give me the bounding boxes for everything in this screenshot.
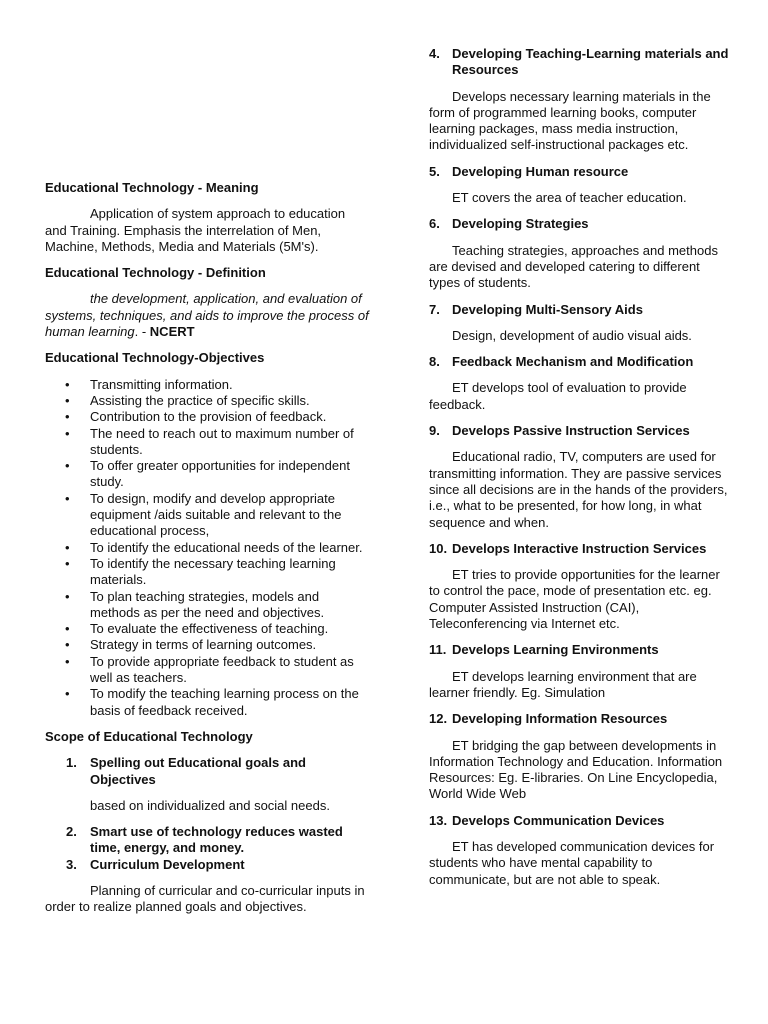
section-heading xyxy=(429,642,729,658)
list-item xyxy=(45,589,370,622)
objective-text: Assisting the practice of specific skills. xyxy=(90,392,310,408)
section-body: ET tries to provide opportunities for the learner to control the pace, mode of presentation etc. eg. Computer Assisted Instruction (CAI), Teleconferencing via Internet etc. xyxy=(429,567,720,632)
curriculum-paragraph: Planning of curricular and co-curricular inputs in order to realize planned goals and objectives. xyxy=(45,882,365,915)
section-heading xyxy=(429,46,729,79)
list-item xyxy=(45,393,370,409)
section-heading xyxy=(429,164,729,180)
section-5 xyxy=(429,164,729,207)
objective-text: To provide appropriate feedback to student as well as teachers. xyxy=(90,653,354,686)
right-column xyxy=(429,46,729,898)
scope-item-2 xyxy=(45,824,370,857)
definition-paragraph xyxy=(45,291,370,340)
section-title: Develops Communication Devices xyxy=(452,812,665,828)
scope-heading: Scope of Educational Technology xyxy=(45,728,253,744)
scope-item-1 xyxy=(45,755,370,814)
definition-source: NCERT xyxy=(149,324,195,340)
section-number: 7. xyxy=(429,301,440,317)
section-number: 13. xyxy=(429,812,448,828)
scope-item-number: 3. xyxy=(66,856,77,872)
section-body: ET develops tool of evaluation to provide feedback. xyxy=(429,380,687,412)
section-11 xyxy=(429,642,729,701)
section-9 xyxy=(429,423,729,531)
bullet-icon: • xyxy=(65,376,70,392)
left-column xyxy=(45,180,370,926)
section-13 xyxy=(429,813,729,888)
objective-text: To design, modify and develop appropriate equipment /aids suitable and relevant to the educational process, xyxy=(90,490,342,539)
bullet-icon: • xyxy=(65,588,70,604)
section-title: Develops Learning Environments xyxy=(452,642,659,658)
section-title: Develops Interactive Instruction Services xyxy=(452,540,707,556)
section-7 xyxy=(429,302,729,345)
section-body: ET develops learning environment that are learner friendly. Eg. Simulation xyxy=(429,668,697,700)
objective-text: To identify the educational needs of the learner. xyxy=(90,539,363,555)
section-number: 8. xyxy=(429,354,440,370)
section-title: Developing Teaching-Learning materials and Resources xyxy=(452,46,729,78)
definition-separator: . - xyxy=(134,324,150,340)
section-number: 11. xyxy=(429,642,447,658)
bullet-icon: • xyxy=(65,686,70,702)
section-body: ET bridging the gap between developments in Information Technology and Education. Information Resources: Eg. E-libraries. On Line Encyclopedia, World Wide Web xyxy=(429,737,723,802)
bullet-icon: • xyxy=(65,539,70,555)
section-title: Develops Passive Instruction Services xyxy=(452,423,690,439)
scope-item-body: based on individualized and social needs. xyxy=(90,797,330,813)
list-item xyxy=(45,637,370,653)
section-body: Develops necessary learning materials in the form of programmed learning books, computer learning packages, mass media instruction, individualized self-instructional packages etc. xyxy=(429,88,711,153)
section-title: Developing Multi-Sensory Aids xyxy=(452,301,643,317)
objectives-list xyxy=(45,377,370,719)
section-8 xyxy=(429,354,729,413)
section-4 xyxy=(429,46,729,154)
section-number: 10. xyxy=(429,540,448,556)
list-item xyxy=(45,621,370,637)
section-heading xyxy=(429,711,729,727)
bullet-icon: • xyxy=(65,392,70,408)
objective-text: To identify the necessary teaching learning materials. xyxy=(90,555,336,588)
objective-text: To plan teaching strategies, models and methods as per the need and objectives. xyxy=(90,588,325,620)
scope-item-title: Smart use of technology reduces wasted time, energy, and money. xyxy=(90,824,343,856)
objective-text: Strategy in terms of learning outcomes. xyxy=(90,637,317,653)
definition-quote: the development, application, and evaluation of systems, techniques, and aids to improve the process of human learning xyxy=(45,291,369,340)
list-item xyxy=(45,458,370,491)
section-title: Developing Information Resources xyxy=(452,711,668,727)
section-body: Educational radio, TV, computers are used for transmitting information. They are passive services since all decisions are in the hands of the providers, i.e., what to be presented, for how long, in what sequence and when. xyxy=(429,449,728,530)
scope-item-3 xyxy=(45,857,370,873)
list-item xyxy=(45,556,370,589)
section-body: ET covers the area of teacher education. xyxy=(452,190,687,206)
bullet-icon: • xyxy=(65,490,70,506)
meaning-paragraph: Application of system approach to education and Training. Emphasis the interrelation of Men, Machine, Methods, Media and Materials (5M's). xyxy=(45,206,346,254)
scope-list xyxy=(45,755,370,873)
scope-item-number: 2. xyxy=(66,824,77,840)
section-heading xyxy=(429,216,729,232)
bullet-icon: • xyxy=(65,621,70,637)
list-item xyxy=(45,654,370,687)
section-title: Developing Human resource xyxy=(452,163,629,179)
bullet-icon: • xyxy=(65,653,70,669)
section-10 xyxy=(429,541,729,632)
objective-text: To offer greater opportunities for independent study. xyxy=(90,458,350,490)
objective-text: Transmitting information. xyxy=(90,376,233,392)
section-heading xyxy=(429,354,729,370)
bullet-icon: • xyxy=(65,425,70,441)
meaning-heading: Educational Technology - Meaning xyxy=(45,180,259,195)
list-item xyxy=(45,377,370,393)
section-12 xyxy=(429,711,729,802)
section-title: Feedback Mechanism and Modification xyxy=(452,354,694,370)
section-title: Developing Strategies xyxy=(452,216,589,232)
list-item xyxy=(45,409,370,425)
list-item xyxy=(45,540,370,556)
bullet-icon: • xyxy=(65,555,70,571)
list-item xyxy=(45,686,370,719)
section-heading xyxy=(429,541,729,557)
section-number: 9. xyxy=(429,423,440,439)
scope-item-title: Spelling out Educational goals and Objectives xyxy=(90,755,306,787)
section-heading xyxy=(429,423,729,439)
bullet-icon: • xyxy=(65,458,70,474)
section-heading xyxy=(429,302,729,318)
section-number: 6. xyxy=(429,216,440,232)
section-number: 5. xyxy=(429,163,440,179)
list-item xyxy=(45,426,370,459)
bullet-icon: • xyxy=(65,409,70,425)
objective-text: To evaluate the effectiveness of teaching. xyxy=(90,621,329,637)
section-number: 4. xyxy=(429,46,440,61)
section-number: 12. xyxy=(429,711,448,727)
definition-heading: Educational Technology - Definition xyxy=(45,265,266,281)
bullet-icon: • xyxy=(65,637,70,653)
objective-text: Contribution to the provision of feedback. xyxy=(90,409,327,425)
section-6 xyxy=(429,216,729,291)
objective-text: The need to reach out to maximum number of students. xyxy=(90,425,354,457)
section-body: ET has developed communication devices for students who have mental capability to communicate, but are not able to speak. xyxy=(429,838,715,887)
objective-text: To modify the teaching learning process on the basis of feedback received. xyxy=(90,686,359,718)
scope-item-number: 1. xyxy=(66,755,77,771)
objectives-heading: Educational Technology-Objectives xyxy=(45,350,265,366)
section-body: Teaching strategies, approaches and methods are devised and developed catering to different types of students. xyxy=(429,242,718,291)
section-body: Design, development of audio visual aids. xyxy=(452,327,692,343)
list-item xyxy=(45,491,370,540)
section-heading xyxy=(429,813,729,829)
scope-item-title: Curriculum Development xyxy=(90,856,245,872)
